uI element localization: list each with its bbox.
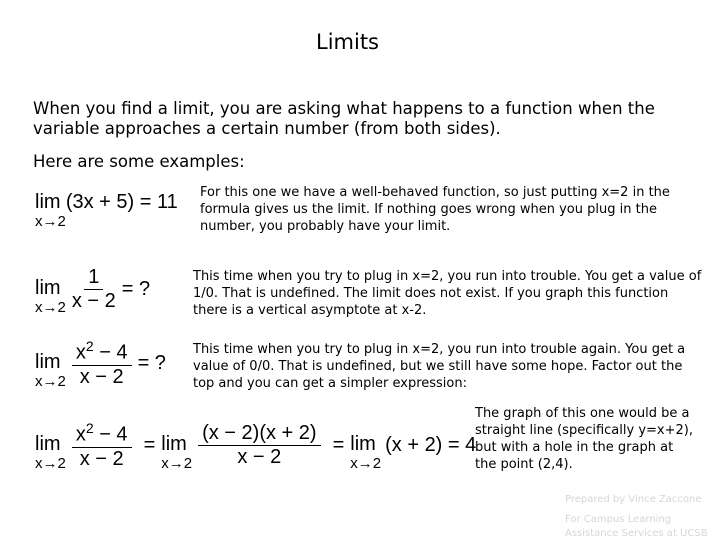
numerator: $x^2 - 4$ <box>72 339 132 366</box>
equals: = <box>332 434 345 456</box>
expression: (3x + 5) = 11 <box>65 191 178 213</box>
formula-1 <box>35 192 178 229</box>
example-1-text: For this one we have a well-behaved function, so just putting x=2 in the formula gives us the limit. If nothing goes wrong when you plug in the number, you probably have your limit. <box>200 185 670 234</box>
lim-subscript: x→2 <box>35 455 66 472</box>
lim-subscript: x→2 <box>35 373 66 390</box>
footer-for: For Campus Learning Assistance Services at UCSB <box>565 514 708 539</box>
lim: lim <box>350 433 376 455</box>
examples-heading: Here are some examples: <box>33 152 245 171</box>
lim-subscript: x→2 <box>161 455 193 472</box>
example-3-text: This time when you try to plug in x=2, you run into trouble again. You get a value of 0/0. That is undefined, but we still have some hope. Factor out the top and you can get a simpler expression: <box>193 342 686 391</box>
lim-subscript: x→2 <box>350 455 382 472</box>
denominator: x − 2 <box>237 446 282 468</box>
lim: lim <box>161 433 187 455</box>
lim: lim <box>35 351 61 373</box>
footer-prepared: Prepared by Vince Zaccone <box>565 494 702 505</box>
denominator: x − 2 <box>71 290 116 312</box>
lim: lim <box>35 191 61 213</box>
denominator: x − 2 <box>79 365 124 388</box>
numerator: $x^2 - 4$ <box>72 421 132 448</box>
numerator: 1 <box>84 267 103 290</box>
lim: lim <box>35 433 61 455</box>
example-2-text: This time when you try to plug in x=2, you run into trouble. You get a value of 1/0. That is undefined. The limit does not exist. If you graph this function there is a vertical asymptote at x-2. <box>193 269 702 318</box>
rhs: = ? <box>137 352 166 374</box>
rhs: = ? <box>121 278 151 300</box>
numerator-factored: (x − 2)(x + 2) <box>198 423 320 446</box>
lim-subscript: x→2 <box>35 299 66 316</box>
expression: (x + 2) = 4 <box>385 434 477 456</box>
formula-4 <box>35 420 476 471</box>
intro-paragraph: When you find a limit, you are asking what happens to a function when the variable approaches a certain number (from both sides). <box>33 99 655 138</box>
formula-2 <box>35 264 150 315</box>
page-title: Limits <box>316 30 379 54</box>
denominator: x − 2 <box>79 447 124 470</box>
equals: = <box>143 434 156 456</box>
lim: lim <box>35 277 61 299</box>
formula-3 <box>35 338 166 389</box>
lim-subscript: x→2 <box>35 213 66 230</box>
example-4-text: The graph of this one would be a straight line (specifically y=x+2), but with a hole in the graph at the point (2,4). <box>475 406 693 472</box>
